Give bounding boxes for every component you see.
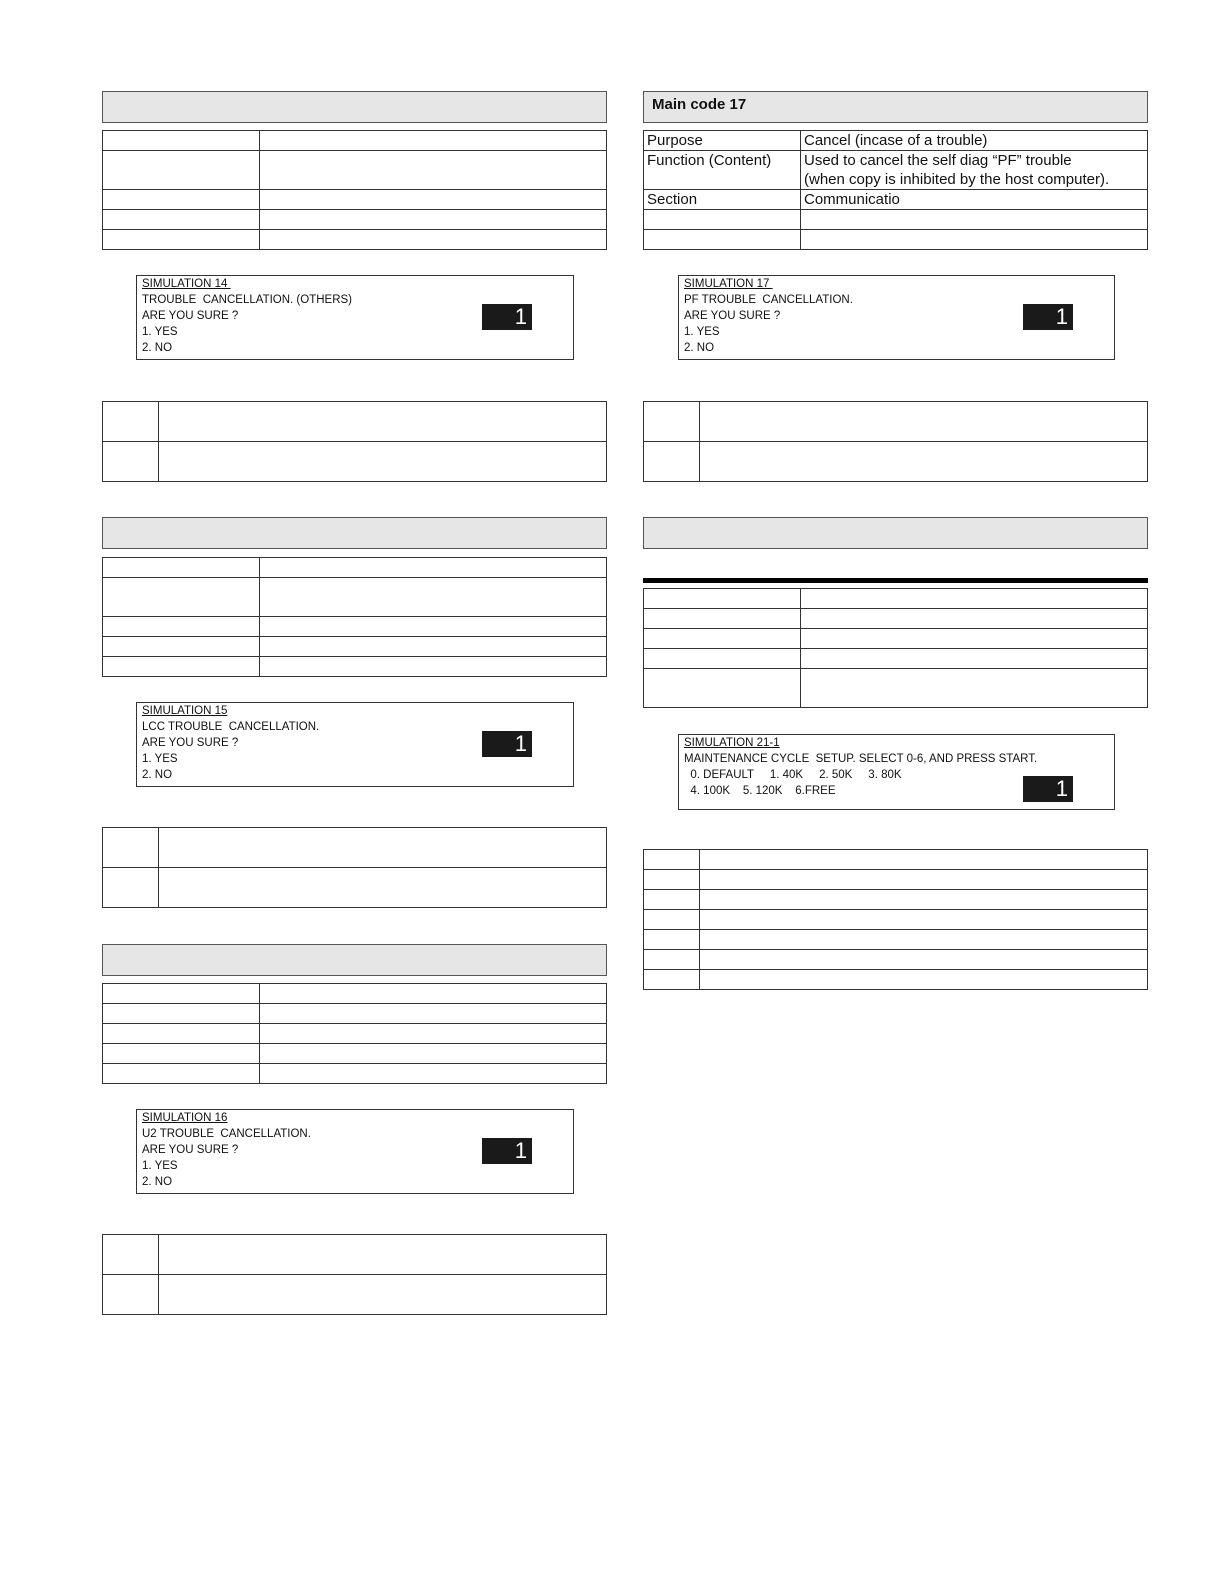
info-table-17 — [643, 130, 1148, 250]
info-table-21 — [643, 588, 1148, 708]
sim17-option-yes: 1. YES — [684, 326, 720, 338]
sim17-line: PF TROUBLE CANCELLATION. — [684, 294, 853, 306]
function-label: Function (Content) — [644, 151, 801, 190]
purpose-label: Purpose — [644, 131, 801, 151]
sim16-line: ARE YOU SURE ? — [142, 1144, 239, 1156]
info-table-14 — [102, 130, 607, 250]
sim15-value-box[interactable]: 1 — [482, 731, 532, 757]
sim14-value-box[interactable]: 1 — [482, 304, 532, 330]
sim21-options: 4. 100K 5. 120K 6.FREE — [684, 785, 836, 797]
divider-rule — [643, 578, 1148, 583]
options-table-16 — [102, 1234, 607, 1315]
sim14-line: TROUBLE CANCELLATION. (OTHERS) — [142, 294, 353, 306]
sim16-option-yes: 1. YES — [142, 1160, 178, 1172]
section-header-16 — [102, 944, 607, 976]
options-table-15 — [102, 827, 607, 908]
section-label: Section — [644, 190, 801, 210]
section-header-21 — [643, 517, 1148, 549]
sim16-display — [136, 1109, 574, 1194]
purpose-value: Cancel (incase of a trouble) — [801, 131, 1148, 151]
sim17-display — [678, 275, 1115, 360]
sim21-value-box[interactable]: 1 — [1023, 776, 1073, 802]
sim15-title: SIMULATION 15 — [142, 705, 228, 717]
sim15-line: ARE YOU SURE ? — [142, 737, 239, 749]
info-table-15 — [102, 557, 607, 677]
options-table-14 — [102, 401, 607, 482]
options-table-21 — [643, 849, 1148, 990]
sim14-title: SIMULATION 14 — [142, 278, 231, 290]
sim21-line: MAINTENANCE CYCLE SETUP. SELECT 0-6, AND PRESS START. — [684, 753, 1038, 765]
sim14-option-no: 2. NO — [142, 342, 173, 354]
sim21-display — [678, 734, 1115, 810]
sim16-option-no: 2. NO — [142, 1176, 173, 1188]
function-value — [801, 151, 1148, 190]
sim14-option-yes: 1. YES — [142, 326, 178, 338]
options-table-17 — [643, 401, 1148, 482]
function-value-line: Used to cancel the self diag “PF” trouble — [804, 152, 1072, 169]
section-header-15 — [102, 517, 607, 549]
section-value: Communicatio — [801, 190, 1148, 210]
sim17-line: ARE YOU SURE ? — [684, 310, 781, 322]
sim17-option-no: 2. NO — [684, 342, 715, 354]
sim14-line: ARE YOU SURE ? — [142, 310, 239, 322]
sim16-value-box[interactable]: 1 — [482, 1138, 532, 1164]
sim14-display — [136, 275, 574, 360]
sim17-title: SIMULATION 17 — [684, 278, 773, 290]
sim21-options: 0. DEFAULT 1. 40K 2. 50K 3. 80K — [684, 769, 902, 781]
sim16-title: SIMULATION 16 — [142, 1112, 228, 1124]
section-header-14 — [102, 91, 607, 123]
sim21-title: SIMULATION 21-1 — [684, 737, 780, 749]
section-header-17: Main code 17 — [643, 91, 1148, 123]
sim16-line: U2 TROUBLE CANCELLATION. — [142, 1128, 311, 1140]
function-value-line: (when copy is inhibited by the host computer). — [804, 171, 1110, 188]
sim17-value-box[interactable]: 1 — [1023, 304, 1073, 330]
sim15-option-yes: 1. YES — [142, 753, 178, 765]
info-table-16 — [102, 983, 607, 1084]
sim15-line: LCC TROUBLE CANCELLATION. — [142, 721, 320, 733]
sim15-option-no: 2. NO — [142, 769, 173, 781]
sim15-display — [136, 702, 574, 787]
